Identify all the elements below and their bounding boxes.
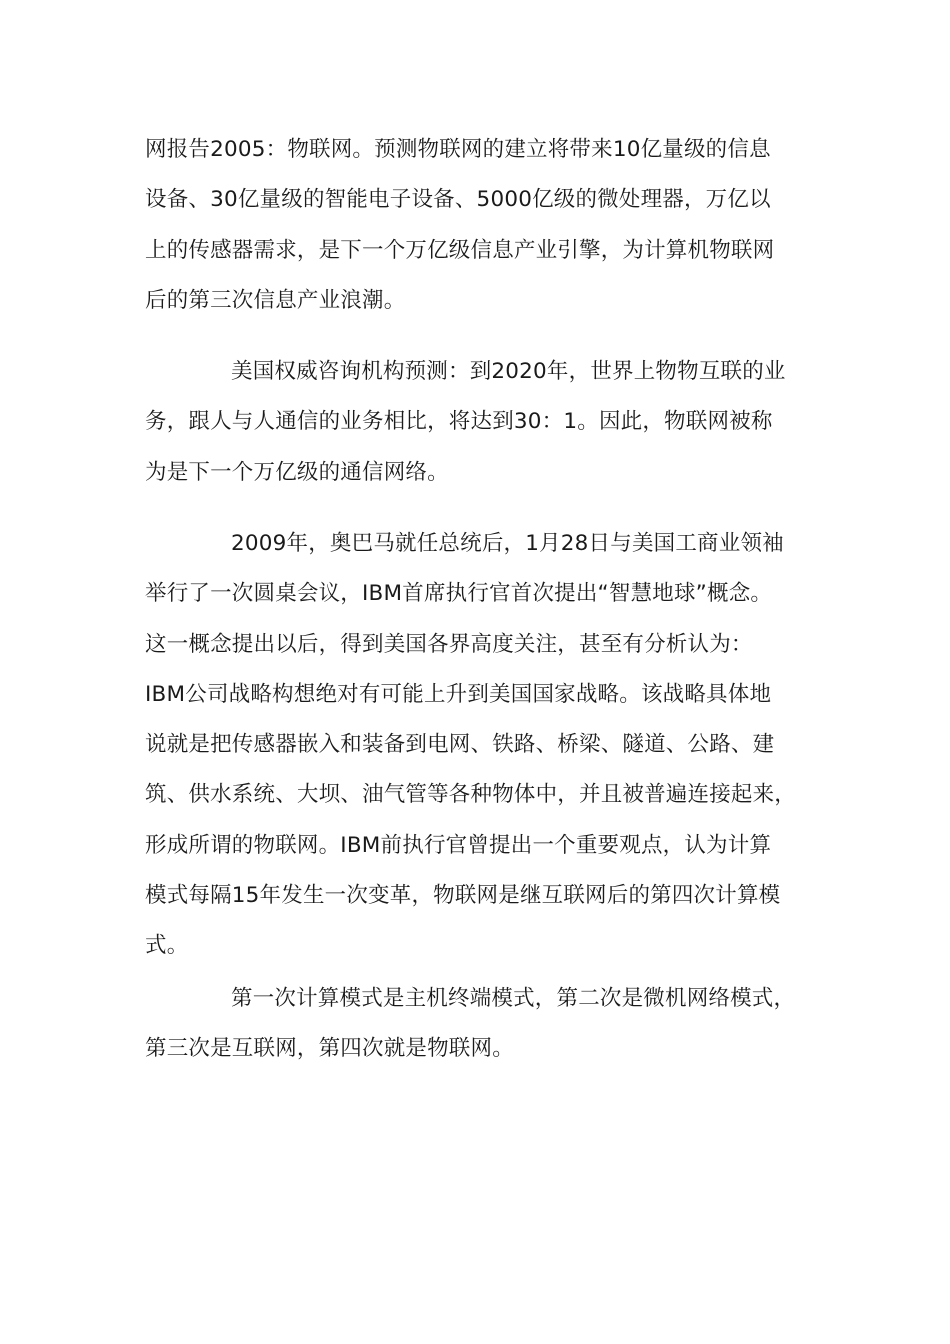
paragraph-smart-planet (145, 519, 810, 972)
paragraph-computing-modes (145, 974, 810, 1075)
text-line: 2009年，奥巴马就任总统后，1月28日与美国工商业领袖 (231, 531, 784, 556)
text-line: 美国权威咨询机构预测：到2020年，世界上物物互联的业 (231, 359, 786, 384)
text-line: 这一概念提出以后，得到美国各界高度关注，甚至有分析认为： (145, 631, 753, 657)
text-line: 筑、供水系统、大坝、油气管等各种物体中，并且被普遍连接起来， (145, 782, 797, 808)
text-line: 第三次是互联网，第四次就是物联网。 (145, 1036, 514, 1062)
text-line: 上的传感器需求，是下一个万亿级信息产业引擎，为计算机物联网 (145, 237, 775, 263)
text-line: 模式每隔15年发生一次变革，物联网是继互联网后的第四次计算模 (145, 883, 781, 909)
text-line: 后的第三次信息产业浪潮。 (145, 287, 406, 313)
text-line: 为是下一个万亿级的通信网络。 (145, 459, 449, 485)
text-line: 设备、30亿量级的智能电子设备、5000亿级的微处理器，万亿以 (145, 187, 771, 213)
text-line: 网报告2005：物联网。预测物联网的建立将带来10亿量级的信息 (145, 137, 771, 162)
text-line: 务，跟人与人通信的业务相比，将达到30：1。因此，物联网被称 (145, 409, 773, 435)
text-line: 说就是把传感器嵌入和装备到电网、铁路、桥梁、隧道、公路、建 (145, 732, 775, 758)
paragraph-consulting-forecast (145, 347, 810, 498)
text-line: 式。 (145, 933, 189, 959)
text-line: 第一次计算模式是主机终端模式，第二次是微机网络模式， (231, 986, 796, 1011)
paragraph-iot-report (145, 125, 810, 326)
text-line: 形成所谓的物联网。IBM前执行官曾提出一个重要观点，认为计算 (145, 832, 772, 858)
text-line: IBM公司战略构想绝对有可能上升到美国国家战略。该战略具体地 (145, 681, 772, 707)
text-line: 举行了一次圆桌会议，IBM首席执行官首次提出“智慧地球”概念。 (145, 581, 773, 607)
